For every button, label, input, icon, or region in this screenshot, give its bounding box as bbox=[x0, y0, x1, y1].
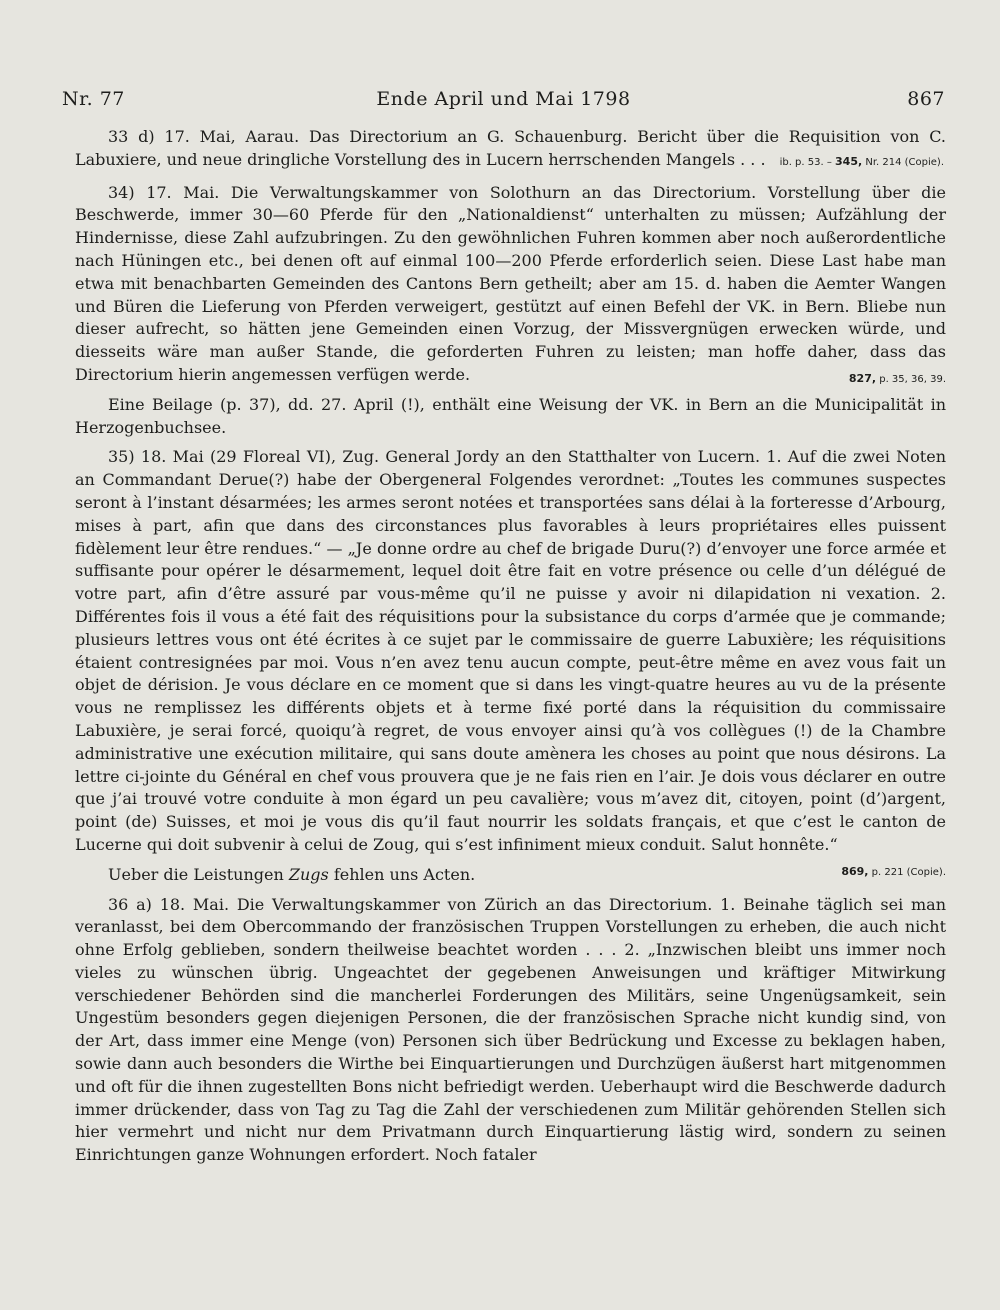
entry-34 bbox=[75, 182, 946, 387]
entry-text: Eine Beilage (p. 37), dd. 27. April (!), enthält eine Weisung der VK. in Bern an die Municipalität in Herzogenbuchsee. bbox=[75, 394, 946, 437]
entry-33d bbox=[75, 126, 946, 175]
entry-36a bbox=[75, 894, 946, 1168]
entry-text: 33 d) 17. Mai, Aarau. Das Directorium an G. Schauenburg. Bericht über die Requisition von C. Labuxiere, und neue dringliche Vorstellung des in Lucern herrschenden Mangels . . . bbox=[75, 127, 946, 169]
document-number: Nr. 77 bbox=[62, 88, 125, 110]
entry-text: 34) 17. Mai. Die Verwaltungskammer von Solothurn an das Directorium. Vorstellung über die Beschwerde, immer 30—60 Pferde für den „Nationaldienst“ unterhalten zu müssen; Aufzählung der Hindernisse, diese Zahl aufzubringen. Zu den gewöhnlichen Fuhren kommen aber noch außerordentliche nach Hüningen etc., bei denen oft auf einmal 100—200 Pferde erforderlich seien. Diese Last habe man etwa mit benachbarten Gemeinden des Cantons Bern getheilt; aber am 15. d. haben die Aemter Wangen und Büren die Lieferung von Pferden verweigert, gestützt auf einen Befehl der VK. in Bern. Bliebe nun dieser aufrecht, so hätten jene Gemeinden einen Vorzug, der Missvergnügen erwecken würde, und diesseits wäre man außer Stande, die geforderten Fuhren zu leisten; man hoffe daher, dass das Directorium hierin angemessen verfügen werde. bbox=[75, 182, 946, 384]
emphasized-name: Zugs bbox=[288, 864, 329, 884]
page-number: 867 bbox=[907, 88, 945, 110]
source-reference: 869, p. 221 (Copie). bbox=[841, 864, 946, 878]
entry-34-attachment-note bbox=[75, 394, 946, 440]
entry-text: 35) 18. Mai (29 Floreal VI), Zug. General Jordy an den Statthalter von Lucern. 1. Auf die zwei Noten an Commandant Derue(?) habe der Obergeneral Folgendes verordnet: „Toutes les communes suspectes seront à l’instant désarmées; les armes seront notées et transportées sans délai à la forteresse d’Arbourg, mises à part, afin que dans des circonstances plus favorables à leurs propriétaires elles puissent fidèlement leur être rendues.“ — „Je donne ordre au chef de brigade Duru(?) d’envoyer une force armée et suffisante pour opérer le désarmement, lequel doit être fait en votre présence ou celle d’un délégué de votre part, afin d’être assuré par vous-même qu’il ne puisse y avoir ni dilapidation ni vexation. 2. Différentes fois il vous a été fait des réquisitions pour la subsistance du corps d’armée que je commande; plusieurs lettres vous ont été écrites à ce sujet par le commissaire de guerre Labuxière; les réquisitions étaient contresignées par moi. Vous n’en avez tenu aucun compte, peut-être même en avez vous fait un objet de dérision. Je vous déclare en ce moment que si dans les vingt-quatre heures au vu de la présente vous ne remplissez les différents objets et à terme fixé porté dans la réquisition du commissaire Labuxière, je serai forcé, quoiqu’à regret, de vous envoyer ainsi qu’à vos collègues (!) de la Chambre administrative une exécution militaire, qui sans doute amènera les choses au point que nous désirons. La lettre ci-jointe du Général en chef vous prouvera que je ne fais rien en l’air. Je dois vous déclarer en outre que j’ai trouvé votre conduite à mon égard un peu cavalière; vous m’avez dit, citoyen, point (d’)argent, point (de) Suisses, et moi je vous dis qu’il faut nourrir les soldats français, et que c’est le canton de Lucerne qui doit subvenir à celui de Zoug, qui s’est infiniment mieux conduit. Salut honnête.“ bbox=[75, 447, 946, 854]
source-reference: 827, p. 35, 36, 39. bbox=[848, 371, 946, 385]
entry-text: 36 a) 18. Mai. Die Verwaltungskammer von Zürich an das Directorium. 1. Beinahe täglich sei man veranlasst, bei dem Obercommando der französischen Truppen Vorstellungen zu erheben, die auch nicht ohne Erfolg geblieben, sondern theilweise beachtet worden . . . 2. „Inzwischen bleibt uns immer noch vieles zu wünschen übrig. Ungeachtet der gegebenen Anweisungen und kräftiger Mitwirkung verschiedener Behörden sind die mancherlei Forderungen des Militärs, seine Ungenügsamkeit, sein Ungestüm besonders gegen diejenigen Personen, die der französischen Sprache nicht kundig sind, von der Art, dass immer eine Menge (von) Personen sich über Bedrückung und Excesse zu beklagen haben, sowie dann auch besonders die Wirthe bei Einquartierungen und Durchzügen äußerst hart mitgenommen und oft für die ihnen zugestellten Bons nicht befriedigt werden. Ueberhaupt wird die Beschwerde dadurch immer drückender, dass von Tag zu Tag die Zahl der verschiedenen zum Militär gehörenden Stellen sich hier vermehrt und nicht nur dem Privatmann durch Einquartierung lästig wird, sondern zu seinen Einrichtungen ganze Wohnungen erfordert. Noch fataler bbox=[75, 894, 946, 1165]
running-title: Ende April und Mai 1798 bbox=[376, 88, 631, 110]
source-reference: ib. p. 53. – 345, Nr. 214 (Copie). bbox=[779, 154, 944, 168]
document-body bbox=[75, 126, 946, 1174]
editorial-note: Ueber die Leistungen Zugs fehlen uns Acten. bbox=[108, 864, 476, 884]
